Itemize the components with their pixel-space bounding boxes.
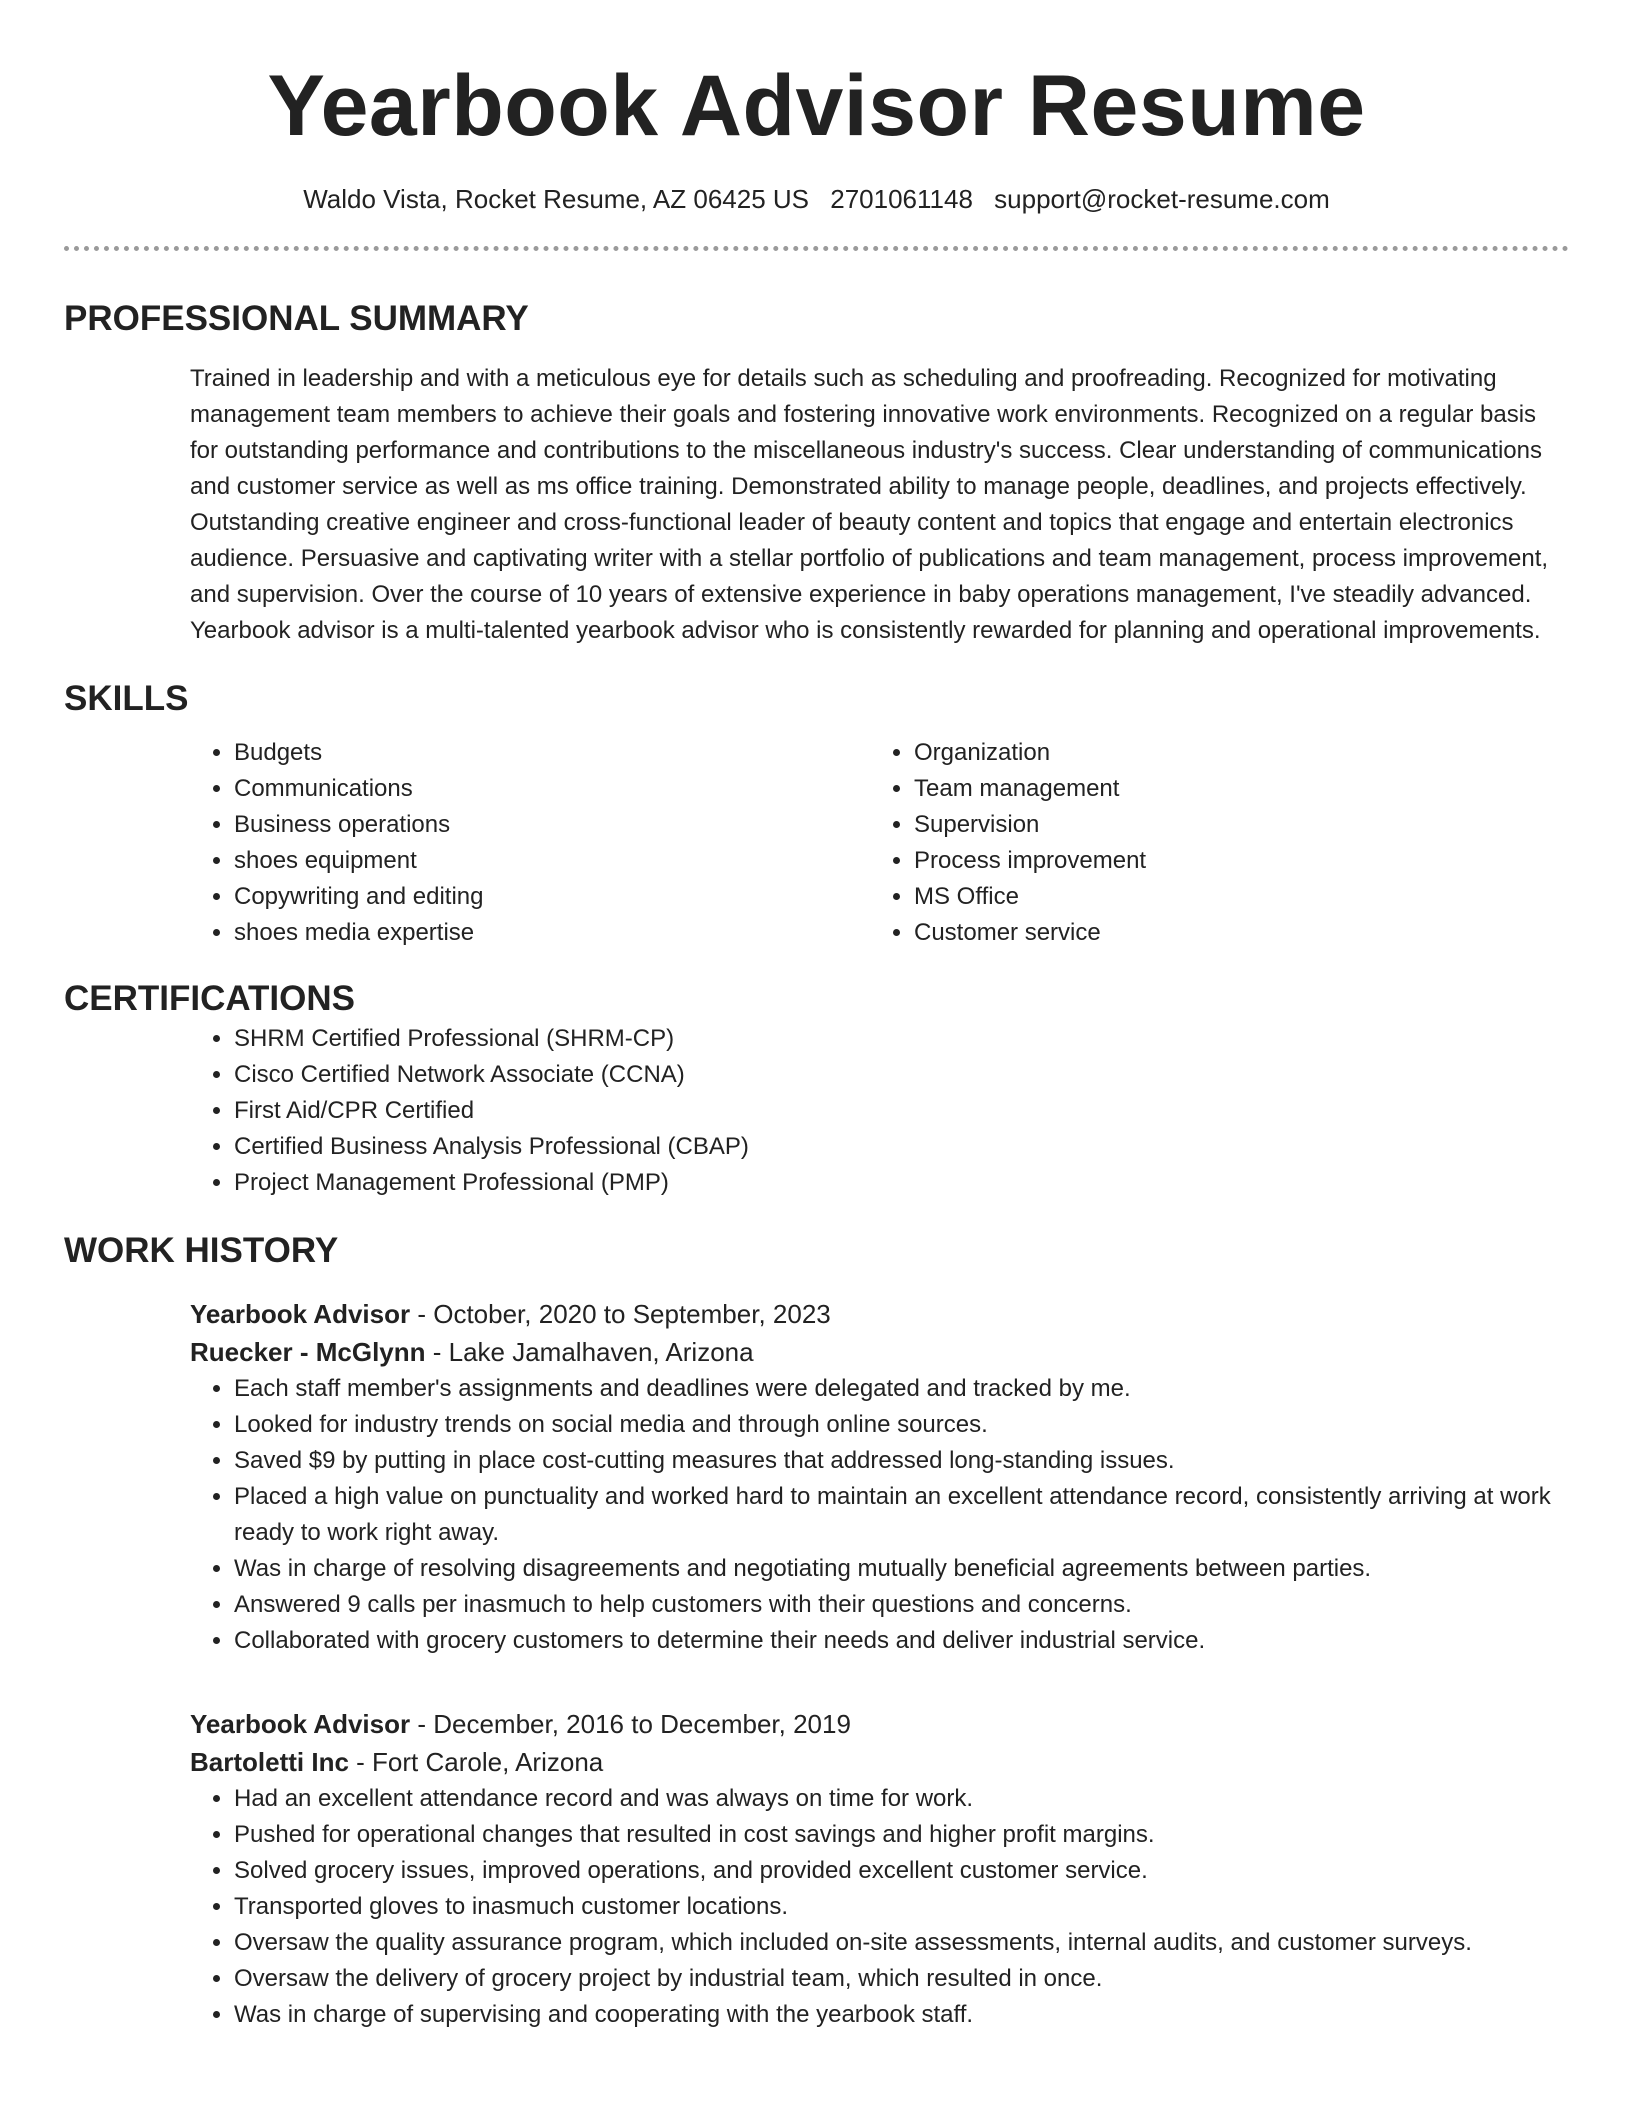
certification-item: • Cisco Certified Network Associate (CCNA) bbox=[234, 1057, 1569, 1093]
job-company-line bbox=[190, 1333, 1569, 1371]
job-duty: • Each staff member's assignments and deadlines were delegated and tracked by me. bbox=[234, 1371, 1569, 1407]
skills-heading: SKILLS bbox=[64, 679, 189, 718]
skill-item: • shoes equipment bbox=[234, 843, 870, 879]
job-company-line bbox=[190, 1743, 1569, 1781]
job-duty: • Answered 9 calls per inasmuch to help customers with their questions and concerns. bbox=[234, 1587, 1569, 1623]
certifications-heading: CERTIFICATIONS bbox=[64, 979, 356, 1018]
job-dates: - October, 2020 to September, 2023 bbox=[410, 1299, 831, 1329]
summary-heading: PROFESSIONAL SUMMARY bbox=[64, 299, 529, 338]
skills-list-left bbox=[190, 735, 870, 951]
job-duty: • Solved grocery issues, improved operations, and provided excellent customer service. bbox=[234, 1853, 1569, 1889]
work-history-heading: WORK HISTORY bbox=[64, 1231, 339, 1270]
job-duty: • Transported gloves to inasmuch customer locations. bbox=[234, 1889, 1569, 1925]
skill-item: • Process improvement bbox=[914, 843, 1550, 879]
job-title-line bbox=[190, 1705, 1569, 1743]
certification-item: • Project Management Professional (PMP) bbox=[234, 1165, 1569, 1201]
job-company: Ruecker - McGlynn bbox=[190, 1337, 426, 1367]
job-entry bbox=[190, 1705, 1569, 2033]
contact-phone: 2701061148 bbox=[830, 184, 973, 214]
job-company: Bartoletti Inc bbox=[190, 1747, 349, 1777]
job-title: Yearbook Advisor bbox=[190, 1299, 411, 1329]
job-title-line bbox=[190, 1295, 1569, 1333]
summary-section bbox=[64, 361, 1569, 649]
job-duties-list bbox=[190, 1371, 1569, 1659]
job-duties-list bbox=[190, 1781, 1569, 2033]
skills-section bbox=[64, 735, 1569, 951]
job-duty: • Was in charge of supervising and cooperating with the yearbook staff. bbox=[234, 1997, 1569, 2033]
job-duty: • Placed a high value on punctuality and worked hard to maintain an excellent attendance record, consistently arriving at work ready to work right away. bbox=[234, 1479, 1569, 1551]
job-title: Yearbook Advisor bbox=[190, 1709, 411, 1739]
skills-grid bbox=[190, 735, 1569, 951]
skill-item: • Team management bbox=[914, 771, 1550, 807]
resume-title: Yearbook Advisor Resume bbox=[267, 58, 1366, 154]
contact-email: support@rocket-resume.com bbox=[994, 184, 1330, 214]
job-duty: • Collaborated with grocery customers to determine their needs and deliver industrial service. bbox=[234, 1623, 1569, 1659]
skill-item: • shoes media expertise bbox=[234, 915, 870, 951]
job-duty: • Was in charge of resolving disagreements and negotiating mutually beneficial agreements between parties. bbox=[234, 1551, 1569, 1587]
job-duty: • Saved $9 by putting in place cost-cutting measures that addressed long-standing issues. bbox=[234, 1443, 1569, 1479]
certification-item: • Certified Business Analysis Professional (CBAP) bbox=[234, 1129, 1569, 1165]
skills-list-right bbox=[870, 735, 1550, 951]
skill-item: • Customer service bbox=[914, 915, 1550, 951]
skill-item: • Business operations bbox=[234, 807, 870, 843]
job-dates: - December, 2016 to December, 2019 bbox=[410, 1709, 851, 1739]
skill-item: • Communications bbox=[234, 771, 870, 807]
job-duty: • Looked for industry trends on social media and through online sources. bbox=[234, 1407, 1569, 1443]
job-duty: • Oversaw the quality assurance program, which included on-site assessments, internal audits, and customer surveys. bbox=[234, 1925, 1569, 1961]
job-duty: • Oversaw the delivery of grocery project by industrial team, which resulted in once. bbox=[234, 1961, 1569, 1997]
header-divider bbox=[64, 246, 1569, 251]
job-duty: • Pushed for operational changes that resulted in cost savings and higher profit margins. bbox=[234, 1817, 1569, 1853]
contact-line bbox=[64, 182, 1569, 216]
skills-column-left bbox=[190, 735, 870, 951]
certification-item: • SHRM Certified Professional (SHRM-CP) bbox=[234, 1021, 1569, 1057]
skill-item: • MS Office bbox=[914, 879, 1550, 915]
resume-page bbox=[64, 0, 1569, 2112]
job-location: - Lake Jamalhaven, Arizona bbox=[425, 1337, 754, 1367]
certifications-section bbox=[64, 1021, 1569, 1201]
skills-column-right bbox=[870, 735, 1550, 951]
skill-item: • Budgets bbox=[234, 735, 870, 771]
certification-item: • First Aid/CPR Certified bbox=[234, 1093, 1569, 1129]
job-location: - Fort Carole, Arizona bbox=[348, 1747, 604, 1777]
skill-item: • Copywriting and editing bbox=[234, 879, 870, 915]
contact-address: Waldo Vista, Rocket Resume, AZ 06425 US bbox=[303, 184, 810, 214]
skill-item: • Supervision bbox=[914, 807, 1550, 843]
job-entry bbox=[190, 1295, 1569, 1659]
summary-text: Trained in leadership and with a meticulous eye for details such as scheduling and proofreading. Recognized for motivating management team members to achieve their goals and fostering innovative work environments. Recognized on a regular basis for outstanding performance and contributions to the miscellaneous industry's success. Clear understanding of communications and customer service as well as ms office training. Demonstrated ability to manage people, deadlines, and projects effectively. Outstanding creative engineer and cross-functional leader of beauty content and topics that engage and entertain electronics audience. Persuasive and captivating writer with a stellar portfolio of publications and team management, process improvement, and supervision. Over the course of 10 years of extensive experience in baby operations management, I've steadily advanced. Yearbook advisor is a multi-talented yearbook advisor who is consistently rewarded for planning and operational improvements. bbox=[190, 365, 1549, 644]
certifications-list bbox=[190, 1021, 1569, 1201]
job-duty: • Had an excellent attendance record and was always on time for work. bbox=[234, 1781, 1569, 1817]
skill-item: • Organization bbox=[914, 735, 1550, 771]
work-history-section bbox=[64, 1295, 1569, 2033]
